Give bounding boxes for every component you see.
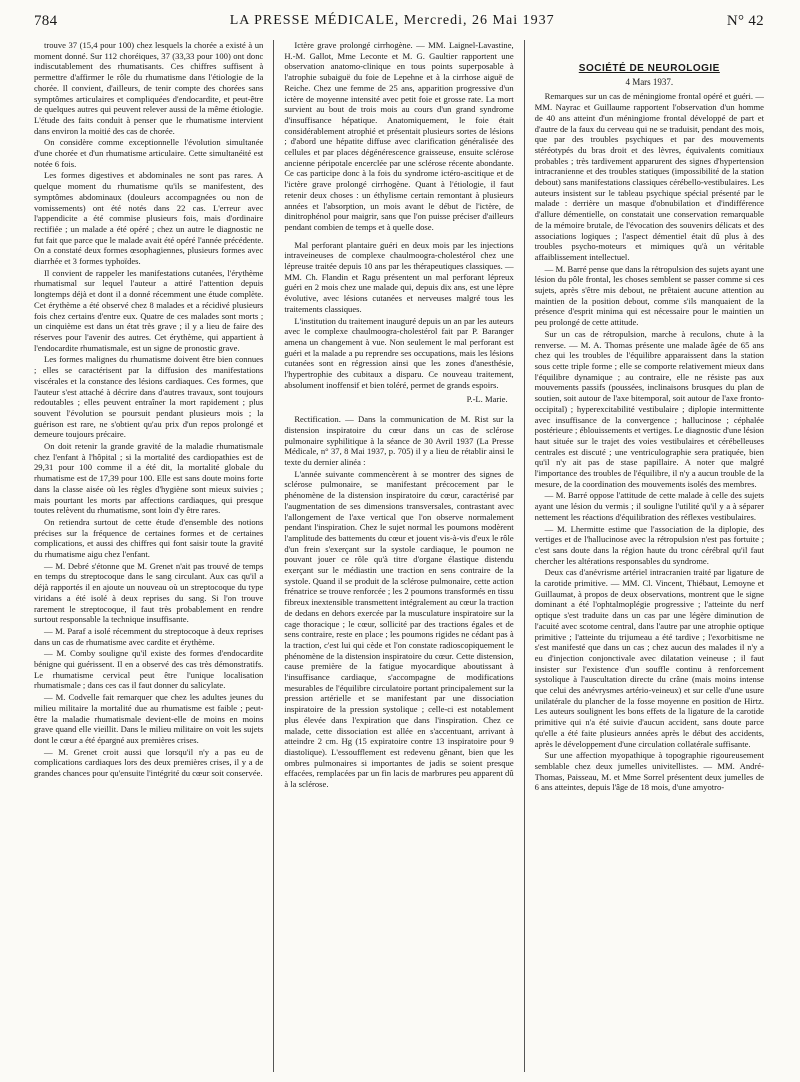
paragraph-anevrisme: Deux cas d'anévrisme artériel intracranien traité par ligature de la carotide primitive. — MM. Cl. Vincent, Thiébaut, Lemoyne et Guillaumat, à propos de deux observations, montrent que le signe dominant a été l'ophtalmoplégie progressive ; l'atteinte du nerf optique s'est traduite dans un cas par une légère diminution de l'acuité avec scotome central, dans l'autre par une atrophie optique primitive ; l'atteinte du trijumeau a été tardive ; l'exorbitisme ne s'est manifesté que dans un cas ; chez aucun des malades il n'y a eu d'injection conjonctivale avec dilatation veineuse ; il faut insister sur l'existence d'un souffle continu à renforcement systolique à l'auscultation directe du crâne (mais moins intense que celui des anévrysmes artério-veineux) et sur celle d'une usure unilatérale du plancher de la fosse moyenne en position de Hirtz. Les auteurs soulignent les bons effets de la ligature de la carotide primitive qui n'a été suivie d'aucun accident, sans doute parce qu'elle a été faite plusieurs années après le début des accidents, après le développement d'une circulation collatérale suffisante. (534, 567, 764, 749)
author-signature: P.-L. Marie. (466, 393, 508, 404)
paragraph: Il convient de rappeler les manifestations cutanées, l'érythème rhumatismal sur lequel l'auteur a attiré l'attention depuis longtemps déjà et dont il a donné récemment une étude complète. Cet érythème a été observé chez 8 malades et a récidivé plusieurs fois chez certains d'entre eux. Quatre de ces malades sont morts ; un cinquième est dans un état très grave ; il y a lieu de faire des réserves pour l'avenir des autres. Cet érythème, qui appartient à l'endocardite rhumatismale, est un signe de pronostic grave. (34, 267, 264, 353)
section-heading: SOCIÉTÉ DE NEUROLOGIE (578, 63, 720, 74)
article-columns (34, 40, 764, 1072)
paragraph-retropulsion: Sur un cas de rétropulsion, marche à reculons, chute à la renverse. — M. A. Thomas présente une malade âgée de 65 ans chez qui les troubles de l'équilibre apparaissent dans la station sous cette triple forme ; elle se comporte relativement mieux dans l'équilibre dynamique ; au contraire, elle ne résiste pas aux mouvements passifs (poussées, inclinaisons brusques du plan de soutien, soit autour de l'axe bitemporal, soit autour de l'axe fronto-occipital) ; hyperexcitabilité vestibulaire ; diplopie intermittente avec insuffisance de la convergence ; hallucinose ; céphalée postérieure ; éblouissements et vertiges. Le diagnostic d'une lésion haut située sur le trajet des voies vestibulaires et cérébelleuses centrales est discuté ; une ventriculographie sera pratiquée, bien qu'il n'y ait pas de stase papillaire. A noter que malgré l'importance des troubles de l'équilibre, il n'y a aucun trouble de la mesure, de la coordination des mouvements isolés des membres. (534, 328, 764, 489)
column-3 (535, 40, 764, 1072)
paragraph-ictere: Ictère grave prolongé cirrhogène. — MM. Laignel-Lavastine, H.-M. Gallot, Mme Leconte et M. G. Gaultier rapportent une observation anatomo-clinique en tous points superposable à l'atrophie subaiguë du foie de Lepehne et à la cirrhose aiguë de Reiche. Chez une femme de 25 ans, apparition progressive d'un ictère de moyenne intensité avec petit foie et grosse rate. La mort survient au bout de trois mois au cours d'un grand syndrome d'insuffisance hépatique. Anatomiquement, le foie était considérablement atrophié et présentait plusieurs sortes de lésions ; d'abord une hépatite diffuse avec clarification généralisée des cellules et par places dégénérescence graisseuse, ensuite sclérose ancienne péripotale encerclée par une sclérose récente abondante. Ce cas participe donc à la fois du syndrome ictéro-ascitique et de l'ictère grave prolongé cirrhogène. Quant à l'étiologie, il faut retenir deux choses : un éthylisme certain remontant à plusieurs années et l'absorption, un mois avant le début de l'ictère, de dinitrophénol pour maigrir, sans que l'on puisse préciser d'ailleurs pendant combien de temps et à quelle dose. (284, 40, 514, 232)
paragraph: — M. Codvelle fait remarquer que chez les adultes jeunes du milieu militaire la mortalité due au rhumatisme est faible ; peut-être la maladie rhumatismale devient-elle de moins en moins grave quand elle vieillit. Dans le milieu militaire on voit les sujets dont le cœur a été épargné aux premières crises. (34, 692, 264, 745)
paragraph-myopathie: Sur une affection myopathique à topographie rigoureusement semblable chez deux jumelles univitellistes. — MM. André-Thomas, Paisseau, M. et Mme Sorrel présentent deux jumelles de 6 ans atteintes, depuis l'âge de 18 mois, d'une amyotro- (534, 750, 764, 793)
page-header (34, 6, 764, 36)
paragraph: On doit retenir la grande gravité de la maladie rhumatismale chez l'enfant à l'hôpital ; si la mortalité des cardiopathies est de 29,31 pour 100 comme il a été dit, la mortalité globale du rhumatisme est de 17,39 pour 100. Elle est sans doute moins forte dans la classe aisée où les règles d'hygiène sont mieux suivies ; mais pourtant les morts par affections cardiaques, qui presque toutes relèvent du rhumatisme, sont loin d'y être rares. (34, 441, 264, 516)
column-rule (273, 40, 274, 1072)
paragraph: L'année suivante commencèrent à se montrer des signes de sclérose pulmonaire, se manifestant précocement par le phénomène de la distension inspiratoire du cœur, caractérisé par l'augmentation de ses dimensions transversales, contrastant avec l'allongement de l'axe vertical que l'on observe normalement pendant l'inspiration. Chez le sujet normal les poumons modèrent l'amplitude des battements du cœur et jouent vis-à-vis d'eux le rôle d'un frein s'exerçant sur la systole cardiaque, le poumon ne pouvant jouer ce rôle qu'à titre d'organe élastique distendu exerçant sur le médiastin une traction en sens contraire de la systole. Quand il se produit de la sclérose pulmonaire, cette action frénatrice se trouve renforcée ; les 2 poumons transformés en tissu fibreux inextensible transmettent intégralement au cœur la traction de dedans en dehors exercée par la musculature inspiratoire sur la cage thoracique ; le cœur, sollicité par des tractions égales et de sens contraire, reste en place ; les poumons rigides ne cédant pas à la traction, c'est lui qui cède et l'on constate radioscopiquement le phénomène de la distension inspiratoire du cœur. Cette distension, cause première de la fatigue myocardique aboutissant à l'insuffisance cardiaque, s'accompagne de modifications mesurables de l'équilibre circulatoire portant principalement sur la pression artérielle et se manifestant par une dissociation inspiratoire de la pression systolique ; celle-ci est notablement plus élevée dans l'expiration que dans l'inspiration. Chez ce malade, cette dissociation est allée en s'accentuant, arrivant à atteindre 2 cm. Hg (15 expiratoire contre 13 inspiratoire pour 9 diastolique). L'essoufflement est redevenu gênant, bien que les ombres pulmonaires si importantes de jadis se soient presque effacées, remplacées par un fin lacis de marbrures peu apparent dû à la sclérose. (284, 468, 514, 790)
issue-number: N° 42 (726, 12, 764, 29)
paragraph: — M. Comby souligne qu'il existe des formes d'endocardite bénigne qui guérissent. Il en a observé des cas très démonstratifs. Le rhumatisme cervical peut être l'unique localisation rhumatismale ; dans ces cas il faut donner du salicylate. (34, 648, 264, 691)
paragraph: — M. Lhermitte estime que l'association de la diplopie, des vertiges et de l'hallucinose avec la rétropulsion n'est pas fortuite ; c'est sans doute dans la région haute du tronc cérébral qu'il faut chercher les altérations responsables du syndrome. (534, 523, 764, 566)
paragraph-mal-perforant: Mal perforant plantaire guéri en deux mois par les injections intraveineuses de complexe chaulmoogra-cholestérol chez une lépreuse traitée depuis 10 ans par les thérapeutiques classiques. — MM. Ch. Flandin et Ragu présentent un mal perforant lépreux guéri en 2 mois chez une malade qui, depuis dix ans, est une lèpre évolutive, avec lésions cutanées et nerveuses malgré tous les traitements classiques. (284, 239, 514, 314)
paragraph: trouve 37 (15,4 pour 100) chez lesquels la chorée a existé à un moment donné. Sur 112 choréiques, 37 (33,33 pour 100) ont donc indiscutablement des rhumatisants. Ces chiffres suffisent à permettre d'affirmer le rôle du rhumatisme dans l'étiologie de la chorée. Il convient, d'ailleurs, de tenir compte des chorées sans symptômes articulaires et compliquées d'endocardite, et peut-être de quelques autres qui peuvent relever aussi de la même étiologie. L'étude des faits conduit à penser que le rhumatisme intervient dans environ la moitié des cas de chorée. (34, 40, 264, 136)
paragraph-meningiome: Remarques sur un cas de méningiome frontal opéré et guéri. — MM. Nayrac et Guillaume rapportent l'observation d'un homme de 40 ans atteint d'un méningiome frontal développé de part et d'autre de la faux du cerveau qui ne se traduisit, pendant des mois, que par des troubles psychiques et par des mouvements stéréotypés du bras droit et des lèvres, équivalents comitiaux probables ; très tardivement apparurent des signes d'hypertension intracranienne et des troubles statiques (impossibilité de la station debout) sans manifestations classiques cérébello-vestibulaires. Les auteurs insistent sur le tableau psychique spécial présenté par le malade : derrière un masque d'obnubilation et d'indifférence d'allure démentielle, on constatait une conservation remarquable de la mémoire brutale, de l'évocation des souvenirs délicats et des associations logiques ; l'aspect démentiel était dû plus à des troubles psycho-moteurs et mimiques qu'à un véritable affaiblissement intellectuel. (534, 91, 764, 262)
paragraph: Les formes malignes du rhumatisme doivent être bien connues ; elles se caractérisent par la diffusion des manifestations viscérales et la constance des lésions cardiaques. Ces formes, que l'auteur s'est attaché à décrire dans d'autres travaux, sont toujours redoutables ; elles peuvent entraîner la mort rapidement ; plus souvent l'évolution se poursuit pendant plusieurs mois ; la guérison est rare, ne s'obtient qu'au prix d'un repos prolongé et demeure toujours précaire. (34, 354, 264, 440)
column-1 (34, 40, 263, 1072)
paragraph: On considère comme exceptionnelle l'évolution simultanée d'une chorée et d'un rhumatisme articulaire. Cette simultanéité est notée 6 fois. (34, 137, 264, 169)
column-rule (524, 40, 525, 1072)
paragraph: L'institution du traitement inauguré depuis un an par les auteurs avec le complexe chaulmoogra-cholestérol fait par P. Baranger amena un changement à vue. Non seulement le mal perforant est guéri et la malade a pu reprendre ses occupations, mais les lésions cutanées sont en régression ainsi que les zones d'anesthésie, l'hypertrophie des cubitaux a disparu. Ce nouveau traitement, absolument inoffensif et bien toléré, permet de grands espoirs. (284, 315, 514, 390)
paragraph: — M. Debré s'étonne que M. Grenet n'ait pas trouvé de temps en temps du streptocoque dans le sang circulant. Aux cas qu'il a déjà rapportés il en ajoute un nouveau où un streptocoque du type viridans a été isolé à deux reprises du sang. Si l'on trouve rarement le streptocoque, il faut très probablement en rendre surtout responsable la technique insuffisante. (34, 560, 264, 625)
journal-title: LA PRESSE MÉDICALE, Mercredi, 26 Mai 1937 (229, 13, 555, 28)
paragraph: — M. Paraf a isolé récemment du streptocoque à deux reprises dans un cas de rhumatisme avec cardite et érythème. (34, 625, 264, 647)
page-number: 784 (34, 12, 58, 29)
paragraph: — M. Barré oppose l'attitude de cette malade à celle des sujets ayant une lésion du vermis ; il souligne l'utilité qu'il y a à séparer nettement les réactions d'équilibration des réflexes vestibulaires. (534, 490, 764, 522)
paragraph-rectification: Rectification. — Dans la communication de M. Rist sur la distension inspiratoire du cœur dans un cas de sclérose pulmonaire syphilitique à la séance de 30 Avril 1937 (La Presse Médicale, n° 37, 8 Mai 1937, p. 705) il y a lieu de rétablir ainsi le texte du dernier alinéa : (284, 414, 514, 468)
paragraph: — M. Barré pense que dans la rétropulsion des sujets ayant une lésion du pôle frontal, les choses semblent se passer comme si ces sujets, après s'être mis debout, ne prêtaient aucune attention au maintien de la position debout, comme s'ils manquaient de la présence d'esprit minima qui est nécessaire pour le maintien un peu prolongé de cette attitude. (534, 263, 764, 328)
paragraph: On retiendra surtout de cette étude d'ensemble des notions précises sur la fréquence de certaines formes et de certaines complications, et aussi des chiffres qui font saisir toute la gravité du rhumatisme aigu chez l'enfant. (34, 516, 264, 560)
session-date: 4 Mars 1937. (625, 76, 674, 87)
column-2 (284, 40, 513, 1072)
paragraph: — M. Grenet croit aussi que lorsqu'il n'y a pas eu de complications cardiaques lors des deux premières crises, il y a de grandes chances pour qu'ensuite l'intégrité du cœur soit conservée. (34, 746, 264, 779)
paragraph: Les formes digestives et abdominales ne sont pas rares. A quelque moment du rhumatisme qu'ils se manifestent, des symptômes abdominaux (douleurs accompagnées ou non de vomissements) ont été notés dans 22 cas. L'erreur avec l'appendicite a été commise plusieurs fois, mais d'ordinaire rectifiée ; un malade a été opéré ; chez un autre le diagnostic ne fut fait que parce que le malade avait été opéré l'année précédente. On a constaté deux formes œsophagiennes, plusieurs formes avec diarrhée et 3 formes typhoïdes. (34, 170, 264, 267)
